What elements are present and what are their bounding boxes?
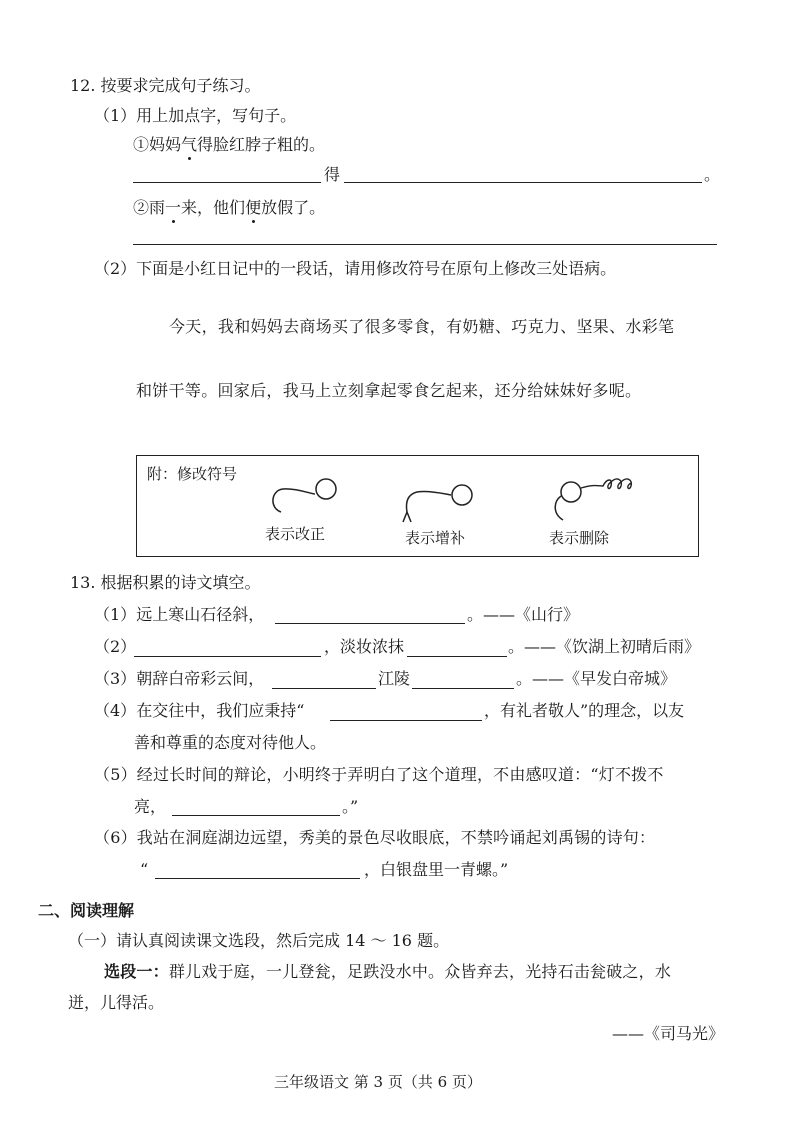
item-number: （1） [94, 605, 137, 624]
item-text-a: 朝辞白帝彩云间， [136, 669, 265, 688]
item-6-open-quote: “ [140, 860, 149, 879]
section2-title: 二、阅读理解 [38, 901, 135, 920]
correction-symbols-box [136, 455, 699, 557]
item-4-cont: ，有礼者敬人”的理念，以友 [484, 701, 685, 720]
blank-13-3b[interactable] [412, 688, 514, 689]
q13-item-1 [94, 605, 264, 625]
item-2-text: ，淡妆浓抹 [324, 637, 405, 656]
q13-item-6 [94, 828, 655, 848]
section2-subtitle: （一）请认真阅读课文选段，然后完成 14 ～ 16 题。 [68, 931, 450, 950]
s2-dotted-char-1: 一 [165, 198, 182, 217]
item-2-source: 。——《饮湖上初晴后雨》 [508, 637, 701, 656]
item-6-end: ，白银盘里一青螺。” [364, 860, 509, 879]
item-text-a: 远上寒山石径斜， [136, 605, 265, 624]
s2-between: 来，他们 [181, 198, 246, 217]
answer-blank-1b[interactable] [344, 182, 702, 183]
insert-symbol-icon [399, 478, 479, 524]
excerpt-source: ——《司马光》 [612, 1024, 725, 1043]
q13-item-5 [94, 765, 664, 785]
diary-line-1: 今天，我和妈妈去商场买了很多零食，有奶糖、巧克力、坚果、水彩笔 [169, 317, 675, 336]
s2-prefix: ② [133, 198, 150, 217]
blank-13-3a[interactable] [272, 688, 376, 689]
fill-char: 得 [324, 165, 341, 184]
s2-dotted-char-2: 便 [245, 198, 262, 217]
item-number: （4） [94, 701, 137, 720]
q12-sentence2 [133, 198, 325, 218]
blank-13-5[interactable] [172, 815, 340, 816]
correct-symbol-icon [267, 474, 347, 516]
item-4-line2: 善和尊重的态度对待他人。 [134, 733, 327, 752]
s2-rain: 雨 [149, 198, 166, 217]
q12-part2-label: （2）下面是小红日记中的一段话，请用修改符号在原句上修改三处语病。 [94, 259, 617, 278]
item-number: （5） [94, 765, 137, 784]
q13-item-3 [94, 669, 264, 689]
s1-mid: 得 [197, 135, 214, 154]
page-footer: 三年级语文 第 3 页（共 6 页） [274, 1073, 482, 1091]
item-3-mid: 江陵 [378, 669, 411, 688]
item-text-a: 经过长时间的辩论，小明终于弄明白了这个道理，不由感叹道：“灯不拨不 [136, 765, 664, 784]
fill-end: 。 [704, 165, 721, 184]
blank-13-6[interactable] [155, 878, 360, 879]
diary-line-2: 和饼干等。回家后，我马上立刻拿起零食乞起来，还分给妹妹好多呢。 [136, 381, 642, 400]
excerpt-label: 选段一： [104, 962, 169, 981]
item-number: （6） [94, 828, 137, 847]
blank-13-1[interactable] [275, 623, 465, 624]
symbol-label-insert: 表示增补 [405, 529, 466, 547]
s1-rest: 脸红脖子粗的。 [213, 135, 326, 154]
item-1-source: 。——《山行》 [467, 605, 580, 624]
q13-item-2-num: （2） [94, 637, 137, 656]
symbol-label-correct: 表示改正 [265, 525, 326, 543]
excerpt-line-1 [104, 962, 671, 982]
item-text-a: 在交往中，我们应秉持“ [136, 701, 305, 720]
box-title: 附：修改符号 [147, 465, 238, 483]
s1-prefix: ①妈妈 [133, 135, 182, 154]
delete-symbol-icon [551, 474, 641, 522]
blank-13-4[interactable] [330, 720, 482, 721]
blank-13-2a[interactable] [134, 656, 321, 657]
item-5-line2: 亮， [134, 797, 167, 816]
symbol-label-delete: 表示删除 [549, 529, 610, 547]
q12-title: 12. 按要求完成句子练习。 [70, 76, 261, 95]
excerpt-text-1: 群儿戏于庭，一儿登瓮，足跌没水中。众皆弃去，光持石击瓮破之，水 [168, 962, 672, 981]
answer-blank-1a[interactable] [133, 182, 321, 183]
q12-sentence1 [133, 135, 325, 155]
s1-dotted-char: 气 [181, 135, 198, 154]
q13-title: 13. 根据积累的诗文填空。 [70, 573, 261, 592]
blank-13-2b[interactable] [407, 656, 507, 657]
q12-part1-label: （1）用上加点字，写句子。 [94, 106, 297, 125]
excerpt-line-2: 迸，儿得活。 [68, 993, 165, 1012]
item-5-end: 。” [342, 797, 359, 816]
item-number: （3） [94, 669, 137, 688]
s2-rest: 放假了。 [261, 198, 326, 217]
q13-item-4 [94, 701, 304, 721]
answer-blank-2[interactable] [133, 244, 717, 245]
item-3-source: 。——《早发白帝城》 [516, 669, 677, 688]
item-text-a: 我站在洞庭湖边远望，秀美的景色尽收眼底，不禁吟诵起刘禹锡的诗句： [136, 828, 656, 847]
